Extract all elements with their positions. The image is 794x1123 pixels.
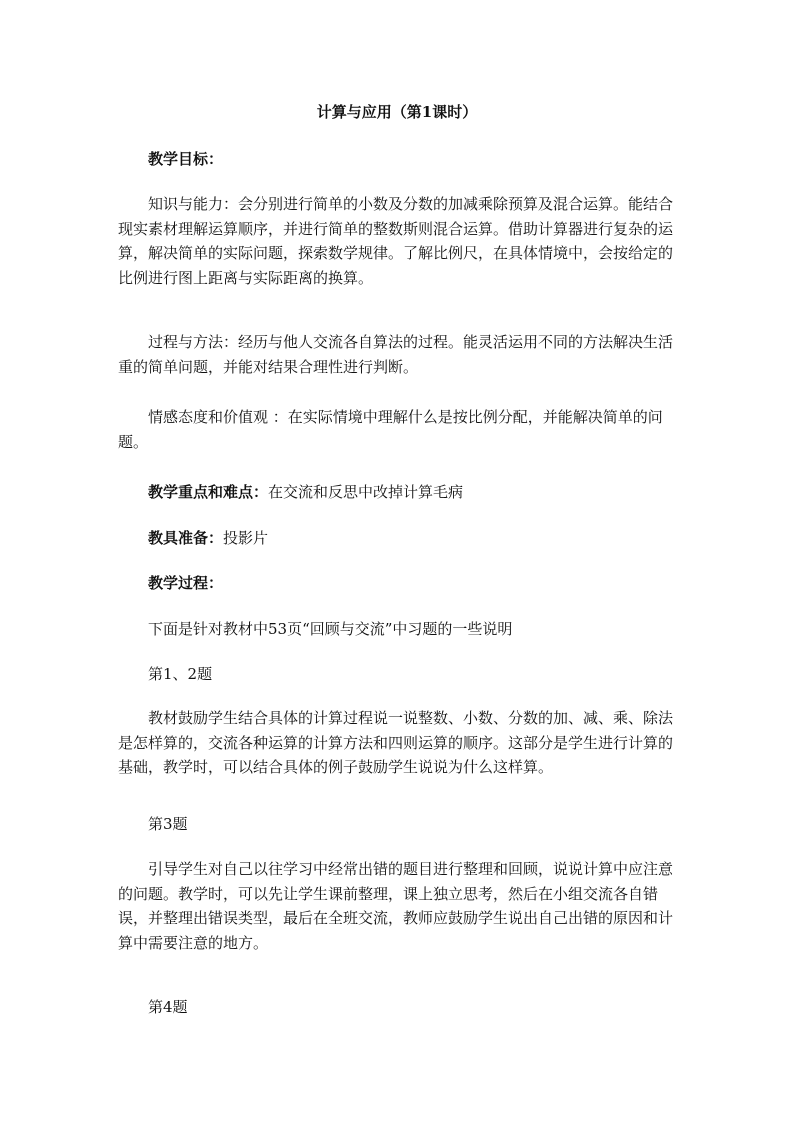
question-4-heading: 第4题 bbox=[148, 998, 188, 1016]
document-title: 计算与应用（第1课时） bbox=[316, 103, 478, 121]
key-points-label: 教学重点和难点： bbox=[148, 483, 269, 501]
emotion-values-paragraph: 情感态度和价值观 ：在实际情境中理解什么是按比例分配，并能解决简单的问题。 bbox=[118, 408, 663, 451]
tools-line bbox=[118, 526, 678, 551]
tools-label: 教具准备： bbox=[148, 529, 224, 547]
tools-text: 投影片 bbox=[223, 529, 269, 547]
intro-paragraph: 下面是针对教材中53页“回顾与交流”中习题的一些说明 bbox=[148, 620, 513, 638]
process-heading: 教学过程： bbox=[148, 574, 224, 592]
knowledge-ability-paragraph: 知识与能力：会分别进行简单的小数及分数的加减乘除预算及混合运算。能结合现实素材理解运算顺序，并进行简单的整数斯则混合运算。借助计算器进行复杂的运算，解决简单的实际问题，探索数学规律。了解比例尺，在具体情境中，会按给定的比例进行图上距离与实际距离的换算。 bbox=[118, 195, 674, 287]
key-points-text: 在交流和反思中改掉计算毛病 bbox=[268, 483, 464, 501]
question-3-text: 引导学生对自己以往学习中经常出错的题目进行整理和回顾，说说计算中应注意的问题。教学时，可以先让学生课前整理，课上独立思考，然后在小组交流各自错误，并整理出错误类型，最后在全班交流，教师应鼓励学生说出自己出错的原因和计算中需要注意的地方。 bbox=[118, 860, 674, 952]
question-1-2-heading: 第1、2题 bbox=[148, 665, 213, 683]
question-3-heading: 第3题 bbox=[148, 815, 188, 833]
question-1-2-text: 教材鼓励学生结合具体的计算过程说一说整数、小数、分数的加、减、乘、除法是怎样算的，交流各种运算的计算方法和四则运算的顺序。这部分是学生进行计算的基础，教学时，可以结合具体的例子鼓励学生说说为什么这样算。 bbox=[118, 709, 674, 776]
process-method-paragraph: 过程与方法：经历与他人交流各自算法的过程。能灵活运用不同的方法解决生活重的简单问题，并能对结果合理性进行判断。 bbox=[118, 333, 674, 376]
key-points-line bbox=[118, 480, 678, 505]
objectives-heading: 教学目标： bbox=[148, 150, 224, 168]
